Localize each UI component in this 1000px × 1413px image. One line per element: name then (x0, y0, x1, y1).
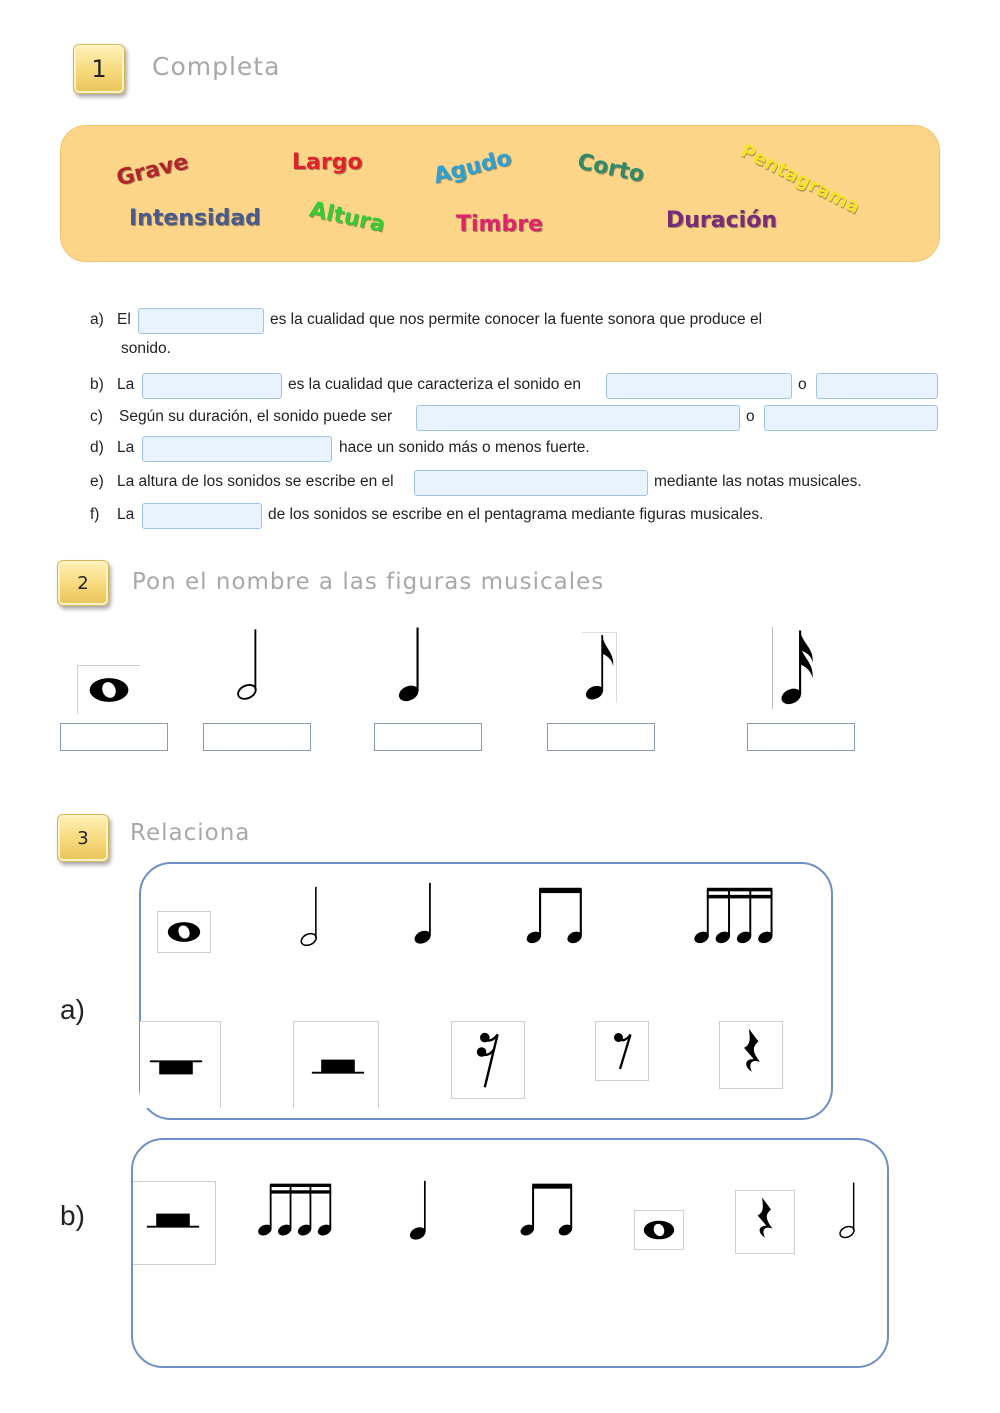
word-intensidad[interactable]: Intensidad (129, 206, 261, 231)
section2-number: 2 (77, 572, 89, 594)
word-altura[interactable]: Altura (307, 197, 388, 238)
a-quarter-rest[interactable] (719, 1021, 783, 1089)
word-largo[interactable]: Largo (292, 150, 363, 175)
figure-quarter-note (394, 624, 434, 704)
answer-b1[interactable] (142, 373, 282, 399)
answer-b3[interactable] (816, 373, 938, 399)
name-box-4[interactable] (547, 723, 655, 751)
b-quarter-note[interactable] (406, 1178, 438, 1242)
a-sixteenth-rest[interactable] (451, 1021, 525, 1099)
answer-f[interactable] (142, 503, 262, 529)
a-beamed-eighths[interactable] (523, 886, 589, 948)
figure-whole-note (77, 665, 140, 714)
a-eighth-rest[interactable] (595, 1021, 649, 1081)
section1-title: Completa (152, 52, 281, 81)
word-agudo[interactable]: Agudo (431, 145, 515, 190)
section2-number-badge (57, 560, 109, 606)
name-box-2[interactable] (203, 723, 311, 751)
a-whole-rest[interactable] (140, 1021, 221, 1108)
b-half-note[interactable] (836, 1180, 866, 1240)
b-whole-note[interactable] (634, 1210, 684, 1250)
group-b-label: b) (60, 1200, 85, 1231)
b-beamed-eighths[interactable] (515, 1182, 581, 1240)
name-box-1[interactable] (60, 723, 168, 751)
answer-c1[interactable] (416, 405, 740, 431)
name-box-3[interactable] (374, 723, 482, 751)
section2-title: Pon el nombre a las figuras musicales (132, 569, 605, 595)
a-beamed-sixteenths[interactable] (688, 886, 786, 948)
section3-title: Relaciona (130, 820, 251, 846)
section1-number-badge (73, 44, 125, 94)
eighth-note-frame (582, 632, 617, 703)
a-half-note[interactable] (296, 884, 330, 948)
a-half-rest[interactable] (293, 1021, 379, 1108)
answer-b2[interactable] (606, 373, 792, 399)
word-grave[interactable]: Grave (114, 149, 191, 192)
b-quarter-rest[interactable] (735, 1190, 795, 1254)
figure-sixteenth-note (778, 627, 824, 707)
a-whole-note[interactable] (157, 911, 211, 953)
answer-c2[interactable] (764, 405, 938, 431)
section3-number: 3 (77, 827, 89, 849)
figure-half-note (232, 626, 272, 702)
word-corto[interactable]: Corto (575, 149, 647, 188)
b-half-rest[interactable] (133, 1181, 216, 1265)
name-box-5[interactable] (747, 723, 855, 751)
answer-d[interactable] (142, 436, 332, 462)
word-timbre[interactable]: Timbre (456, 212, 543, 237)
a-quarter-note[interactable] (410, 880, 444, 946)
word-pentagrama[interactable]: Pentagrama (737, 139, 864, 219)
answer-a[interactable] (138, 308, 264, 334)
section3-number-badge (57, 814, 109, 862)
group-a-label: a) (60, 994, 85, 1025)
answer-e[interactable] (414, 470, 648, 496)
section1-number: 1 (91, 55, 107, 83)
b-beamed-sixteenths[interactable] (252, 1182, 344, 1240)
word-duracion[interactable]: Duración (666, 208, 777, 233)
word-bank (60, 125, 940, 262)
sixteenth-note-frame (772, 627, 773, 709)
